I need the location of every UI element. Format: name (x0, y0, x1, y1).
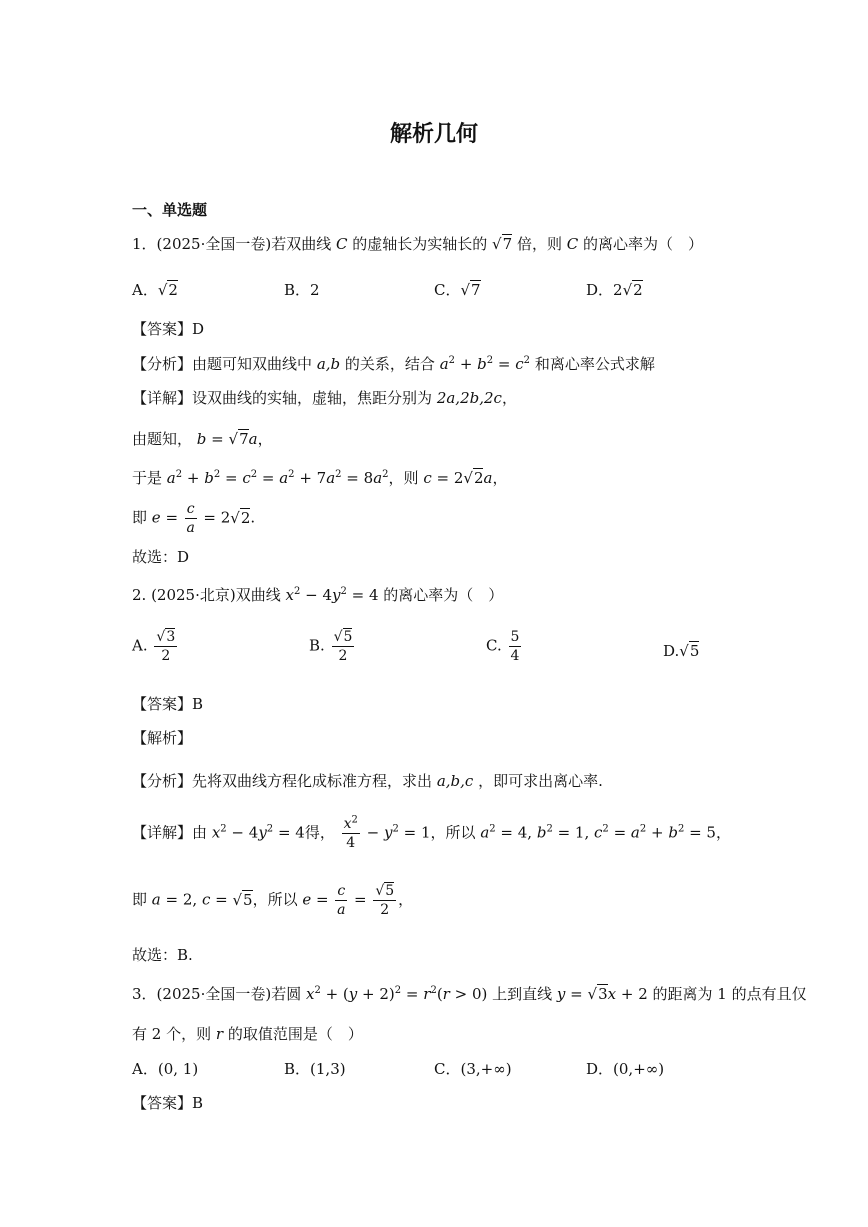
q2-jiexi: 【解析】 (132, 729, 193, 747)
q2-option-d: D.√5 (663, 642, 700, 660)
q3-option-d: D．(0,+∞) (586, 1060, 665, 1078)
q1-detail-line2: 由题知， b = √7a， (132, 430, 273, 448)
page-title: 解析几何 (389, 122, 478, 147)
q2-detail-line2: 即 a = 2, c = √5，所以 e = $\frac{c}{a}$ = $\frac{√5}{2}$ ， (132, 883, 414, 918)
q1-option-d: D．2√2 (586, 281, 643, 299)
q3-option-b: B．(1,3) (284, 1060, 346, 1078)
q1-conclusion: 故选：D (132, 548, 190, 566)
q2-answer: 【答案】B (132, 695, 204, 713)
q1-analysis: 【分析】由题可知双曲线中 a,b 的关系，结合 $a^2 + b^2 = c^2$ 和离心率公式求解 (132, 355, 655, 373)
q2-analysis: 【分析】先将双曲线方程化成标准方程，求出 a,b,c ，即可求出离心率. (132, 772, 603, 790)
q2-detail: 【详解】由 $x^2 - 4y^2 = 4$得， $\frac{x^2}{4}$ − $y^2 = 1$，所以 $a^2 = 4$, $b^2 = 1$, $c^2 = a^2 + b^2 = 5$， (132, 814, 731, 851)
q2-option-c: C. $\frac{5}{4}$ (486, 629, 520, 664)
q1-stem: 1．(2025·全国一卷)若双曲线 C 的虚轴长为实轴长的 √7 倍，则 C 的离心率为（ ） (132, 235, 704, 253)
q1-option-b: B．2 (284, 281, 320, 299)
q3-option-a: A．(0, 1) (132, 1060, 199, 1078)
q1-option-a: A．√2 (132, 281, 178, 299)
q2-conclusion: 故选：B. (132, 946, 193, 964)
q1-answer: 【答案】D (132, 320, 205, 338)
section-heading: 一、单选题 (132, 201, 208, 219)
q2-option-b: B. $\frac{√5}{2}$ (309, 629, 353, 664)
q2-option-a: A. $\frac{√3}{2}$ (132, 629, 176, 664)
q1-detail-line3: 于是 $a^2 + b^2 = c^2 = a^2 + 7a^2 = 8a^2$，则 c = 2√2a， (132, 469, 508, 487)
q1-detail-line4: 即 e = $\frac{c}{a}$ = 2√2. (132, 501, 256, 536)
q1-detail: 【详解】设双曲线的实轴，虚轴，焦距分别为 2a,2b,2c， (132, 389, 517, 407)
q3-stem-line2: 有 2 个，则 r 的取值范围是（ ） (132, 1025, 363, 1043)
q3-answer: 【答案】B (132, 1094, 204, 1112)
q1-option-c: C．√7 (434, 281, 481, 299)
q3-stem: 3．(2025·全国一卷)若圆 $x^2 + (y + 2)^2 = r^2(r > 0)$ 上到直线 y = √3x + 2 的距离为 1 的点有且仅 (132, 985, 807, 1003)
q3-option-c: C．(3,+∞) (434, 1060, 512, 1078)
q2-stem: 2. (2025·北京)双曲线 $x^2 - 4y^2 = 4$ 的离心率为（ ） (132, 586, 504, 604)
